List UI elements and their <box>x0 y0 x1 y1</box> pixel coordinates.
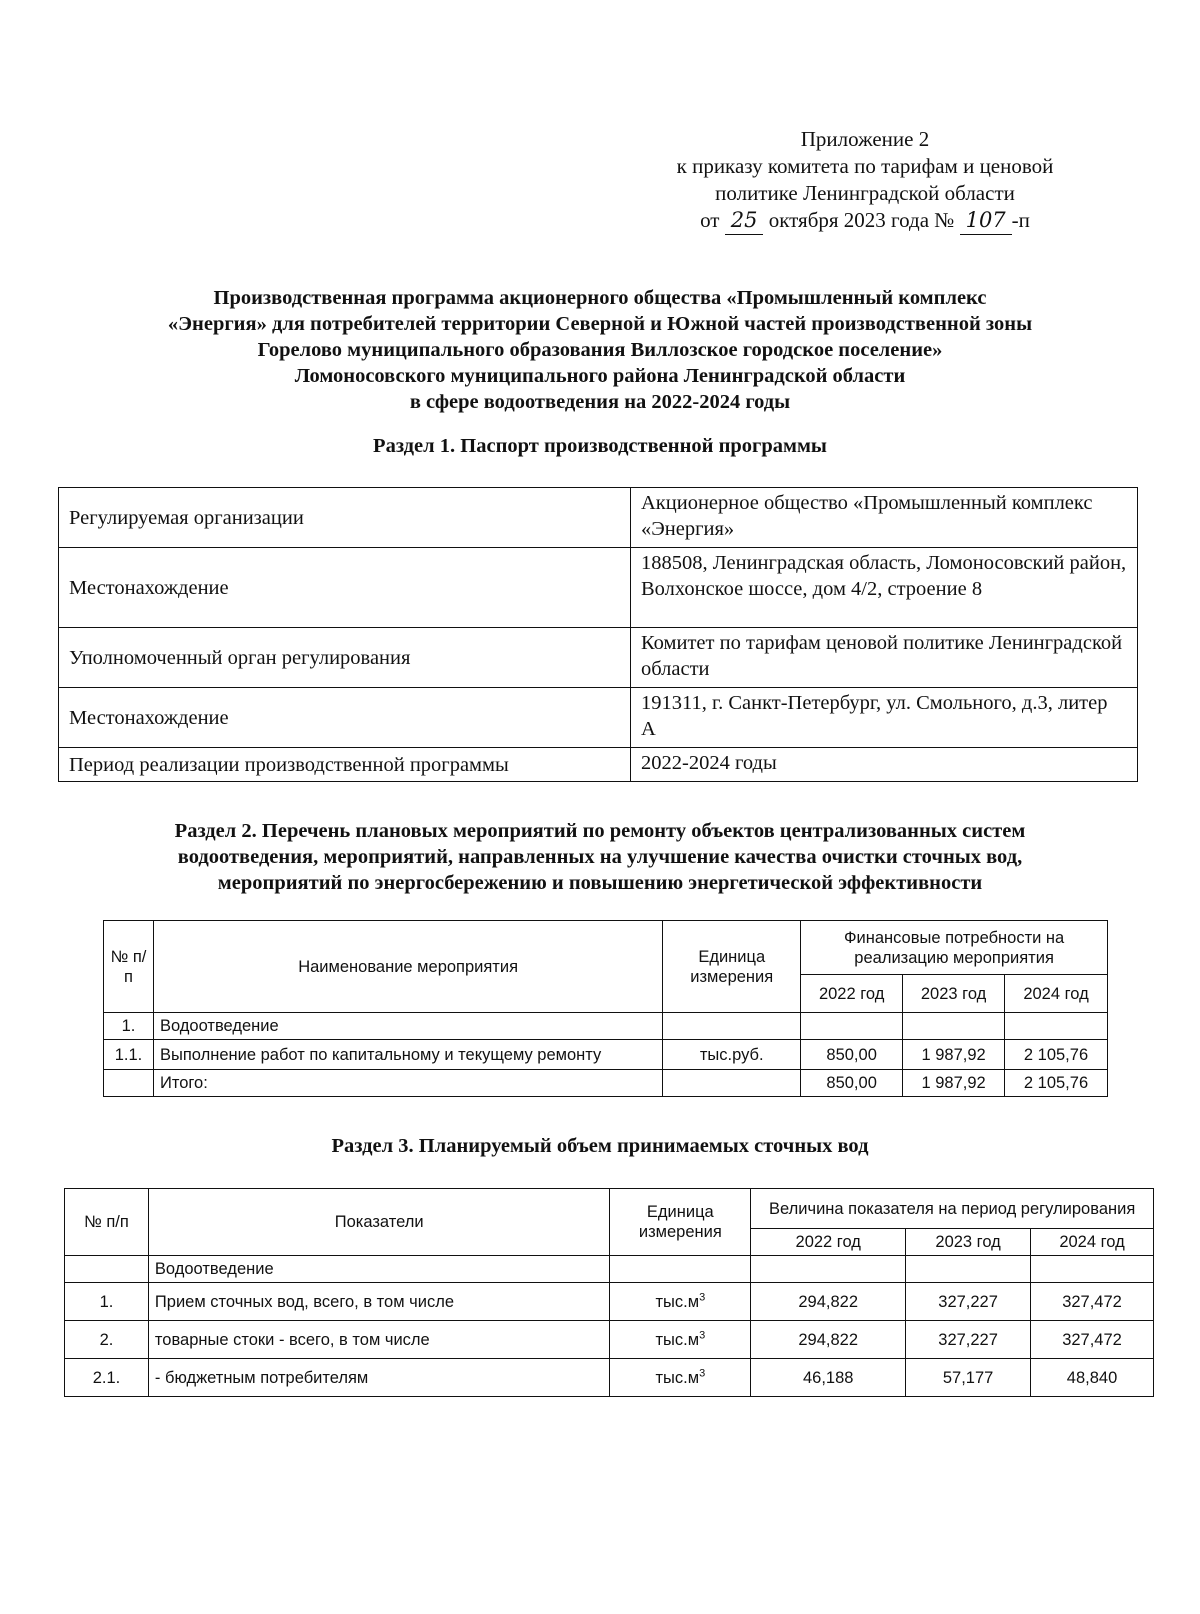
cell-name: товарные стоки - всего, в том числе <box>148 1321 609 1359</box>
cell-unit <box>610 1359 751 1397</box>
header-2024: 2024 год <box>1031 1229 1154 1256</box>
table-row <box>59 548 1138 628</box>
header-name: Наименование мероприятия <box>153 921 662 1013</box>
cell-unit <box>663 1070 801 1097</box>
passport-value: 2022-2024 годы <box>631 748 1138 782</box>
cell-2023: 327,227 <box>906 1283 1031 1321</box>
passport-label: Уполномоченный орган регулирования <box>59 628 631 688</box>
cell-2024: 48,840 <box>1031 1359 1154 1397</box>
cell-unit <box>610 1283 751 1321</box>
passport-value: 188508, Ленинградская область, Ломоносовский район, Волхонское шоссе, дом 4/2, строение 8 <box>631 548 1138 628</box>
cell-2022 <box>751 1256 906 1283</box>
unit-text: тыс.м <box>655 1292 700 1311</box>
table-row <box>65 1283 1154 1321</box>
cell-num: 1.1. <box>104 1040 154 1070</box>
cell-2024: 327,472 <box>1031 1321 1154 1359</box>
section2-heading-line3: мероприятий по энергосбережению и повышению энергетической эффективности <box>217 872 983 894</box>
title-line1: Производственная программа акционерного общества «Промышленный комплекс <box>213 287 987 309</box>
cell-2022: 850,00 <box>801 1070 903 1097</box>
passport-label: Местонахождение <box>59 548 631 628</box>
handwritten-order-number: 107 <box>960 207 1012 235</box>
cell-num: 2.1. <box>65 1359 149 1397</box>
header-2022: 2022 год <box>751 1229 906 1256</box>
unit-superscript: 3 <box>699 1329 706 1341</box>
cell-num <box>104 1070 154 1097</box>
appendix-line2: к приказу комитета по тарифам и ценовой <box>676 154 1054 178</box>
cell-2022: 46,188 <box>751 1359 906 1397</box>
passport-value: 191311, г. Санкт-Петербург, ул. Смольного, д.3, литер А <box>631 688 1138 748</box>
unit-superscript: 3 <box>699 1367 706 1379</box>
cell-name: Водоотведение <box>153 1013 662 1040</box>
section2-heading-line2: водоотведения, мероприятий, направленных на улучшение качества очистки сточных вод, <box>177 846 1023 868</box>
section2-heading-line1: Раздел 2. Перечень плановых мероприятий по ремонту объектов централизованных систем <box>174 820 1026 842</box>
cell-2024: 327,472 <box>1031 1283 1154 1321</box>
section1-heading <box>60 433 1140 459</box>
cell-name: Выполнение работ по капитальному и текущему ремонту <box>153 1040 662 1070</box>
unit-superscript: 3 <box>699 1291 706 1303</box>
cell-2024: 2 105,76 <box>1005 1040 1108 1070</box>
volume-table <box>64 1188 1154 1397</box>
passport-label: Регулируемая организации <box>59 488 631 548</box>
table-row <box>59 628 1138 688</box>
unit-text: тыс.м <box>655 1330 700 1349</box>
section2-heading <box>60 818 1140 896</box>
cell-2023: 327,227 <box>906 1321 1031 1359</box>
table-header-row <box>104 921 1108 975</box>
cell-unit <box>610 1321 751 1359</box>
unit-text: тыс.м <box>655 1368 700 1387</box>
cell-2023: 57,177 <box>906 1359 1031 1397</box>
header-2023: 2023 год <box>906 1229 1031 1256</box>
header-2022: 2022 год <box>801 975 903 1013</box>
header-2024: 2024 год <box>1005 975 1108 1013</box>
section3-heading <box>60 1133 1140 1159</box>
cell-name: Прием сточных вод, всего, в том числе <box>148 1283 609 1321</box>
table-row <box>65 1321 1154 1359</box>
title-line2: «Энергия» для потребителей территории Северной и Южной частей производственной зоны <box>167 313 1033 335</box>
cell-2023 <box>903 1013 1005 1040</box>
cell-2022: 850,00 <box>801 1040 903 1070</box>
cell-2022: 294,822 <box>751 1321 906 1359</box>
cell-num: 2. <box>65 1321 149 1359</box>
cell-2023: 1 987,92 <box>903 1040 1005 1070</box>
passport-label: Период реализации производственной программы <box>59 748 631 782</box>
passport-table <box>58 487 1138 782</box>
table-row <box>65 1256 1154 1283</box>
cell-2024 <box>1005 1013 1108 1040</box>
cell-2023: 1 987,92 <box>903 1070 1005 1097</box>
passport-value: Комитет по тарифам ценовой политике Ленинградской области <box>631 628 1138 688</box>
header-unit: Единица измерения <box>610 1189 751 1256</box>
cell-name: Итого: <box>153 1070 662 1097</box>
header-num: № п/п <box>65 1189 149 1256</box>
handwritten-day: 25 <box>725 207 764 235</box>
title-line4: Ломоносовского муниципального района Ленинградской области <box>294 365 906 387</box>
cell-2024: 2 105,76 <box>1005 1070 1108 1097</box>
table-row <box>59 748 1138 782</box>
table-row <box>65 1359 1154 1397</box>
appendix-line3: политике Ленинградской области <box>715 181 1015 205</box>
header-num: № п/п <box>104 921 154 1013</box>
cell-unit: тыс.руб. <box>663 1040 801 1070</box>
header-finance: Финансовые потребности на реализацию мероприятия <box>801 921 1108 975</box>
title-line3: Горелово муниципального образования Виллозское городское поселение» <box>257 339 943 361</box>
table-row <box>59 488 1138 548</box>
table-row <box>104 1040 1108 1070</box>
cell-unit <box>610 1256 751 1283</box>
cell-2022: 294,822 <box>751 1283 906 1321</box>
cell-2023 <box>906 1256 1031 1283</box>
cell-2022 <box>801 1013 903 1040</box>
title-line5: в сфере водоотведения на 2022-2024 годы <box>409 391 791 413</box>
header-value: Величина показателя на период регулирования <box>751 1189 1154 1229</box>
cell-name: - бюджетным потребителям <box>148 1359 609 1397</box>
cell-num <box>65 1256 149 1283</box>
appendix-line1: Приложение 2 <box>800 127 930 151</box>
date-month-year: октября 2023 года № <box>768 208 955 232</box>
header-2023: 2023 год <box>903 975 1005 1013</box>
header-unit: Единица измерения <box>663 921 801 1013</box>
cell-num: 1. <box>104 1013 154 1040</box>
table-row <box>104 1070 1108 1097</box>
cell-num: 1. <box>65 1283 149 1321</box>
section1-heading-text: Раздел 1. Паспорт производственной программы <box>373 435 827 457</box>
section3-heading-text: Раздел 3. Планируемый объем принимаемых сточных вод <box>331 1135 869 1157</box>
header-name: Показатели <box>148 1189 609 1256</box>
table-header-row <box>65 1189 1154 1229</box>
table-row <box>59 688 1138 748</box>
cell-unit <box>663 1013 801 1040</box>
passport-value: Акционерное общество «Промышленный комплекс «Энергия» <box>631 488 1138 548</box>
cell-2024 <box>1031 1256 1154 1283</box>
document-title <box>60 285 1140 415</box>
appendix-header <box>640 126 1090 235</box>
appendix-date-line <box>640 207 1090 235</box>
passport-label: Местонахождение <box>59 688 631 748</box>
cell-name: Водоотведение <box>148 1256 609 1283</box>
date-prefix: от <box>700 208 720 232</box>
table-row <box>104 1013 1108 1040</box>
order-suffix: -п <box>1011 208 1030 232</box>
measures-table <box>103 920 1108 1097</box>
